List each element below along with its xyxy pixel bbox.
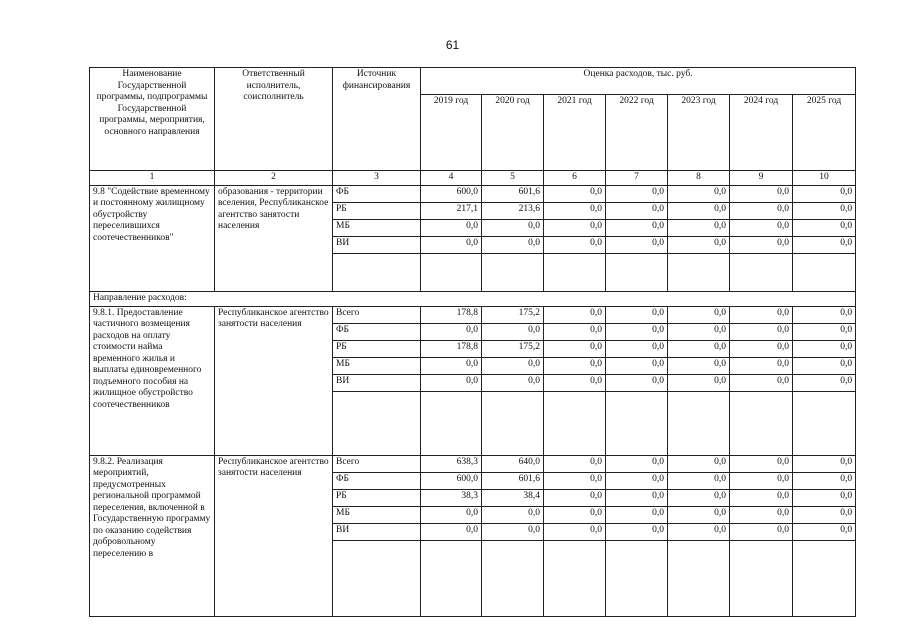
cost-value: 0,0 — [668, 323, 730, 340]
cost-value: 601,6 — [482, 185, 544, 202]
column-number: 7 — [606, 171, 668, 186]
cost-value: 0,0 — [668, 472, 730, 489]
cost-value: 0,0 — [544, 523, 606, 540]
cost-value: 0,0 — [793, 374, 856, 391]
cost-value: 38,3 — [421, 489, 482, 506]
item-executor: Республиканское агентство занятости населения — [215, 455, 333, 616]
cost-value: 0,0 — [730, 236, 793, 253]
column-number: 2 — [215, 171, 333, 186]
cost-value: 0,0 — [730, 219, 793, 236]
cost-value: 175,2 — [482, 340, 544, 357]
column-number: 3 — [333, 171, 421, 186]
header-executor: Ответственный исполнитель, соисполнитель — [215, 68, 333, 171]
funding-source: ФБ — [333, 323, 421, 340]
cost-value: 600,0 — [421, 185, 482, 202]
item-executor: образования - территории вселения, Республиканское агентство занятости населения — [215, 185, 333, 291]
cost-value: 638,3 — [421, 455, 482, 472]
item-name: 9.8.2. Реализация мероприятий, предусмотренных региональной программой переселения, включенной в Государственную программу по оказанию содействия добровольному переселению в — [90, 455, 215, 616]
empty-cell — [606, 253, 668, 291]
column-number: 5 — [482, 171, 544, 186]
header-name: Наименование Государственной программы, подпрограммы Государственной программы, мероприятия, основного направления — [90, 68, 215, 171]
header-year: 2025 год — [793, 95, 856, 171]
expense-direction-label: Направление расходов: — [90, 291, 856, 306]
cost-value: 0,0 — [606, 374, 668, 391]
cost-value: 0,0 — [793, 489, 856, 506]
cost-value: 0,0 — [793, 219, 856, 236]
cost-value: 0,0 — [421, 523, 482, 540]
empty-cell — [421, 253, 482, 291]
cost-value: 0,0 — [730, 202, 793, 219]
cost-value: 0,0 — [730, 185, 793, 202]
empty-cell — [482, 391, 544, 455]
funding-source: МБ — [333, 506, 421, 523]
cost-value: 0,0 — [421, 357, 482, 374]
cost-value: 0,0 — [730, 340, 793, 357]
funding-source: ВИ — [333, 523, 421, 540]
header-costs: Оценка расходов, тыс. руб. — [421, 68, 856, 95]
column-number: 4 — [421, 171, 482, 186]
cost-value: 0,0 — [793, 340, 856, 357]
funding-source: ФБ — [333, 185, 421, 202]
header-year: 2024 год — [730, 95, 793, 171]
cost-value: 0,0 — [606, 236, 668, 253]
empty-cell — [606, 391, 668, 455]
cost-value: 0,0 — [730, 506, 793, 523]
funding-source: ВИ — [333, 236, 421, 253]
cost-value: 0,0 — [482, 523, 544, 540]
empty-cell — [606, 540, 668, 616]
cost-value: 0,0 — [606, 523, 668, 540]
cost-value: 0,0 — [793, 357, 856, 374]
empty-cell — [668, 391, 730, 455]
cost-value: 0,0 — [730, 323, 793, 340]
empty-cell — [544, 391, 606, 455]
cost-value: 0,0 — [730, 472, 793, 489]
header-source: Источник финансирования — [333, 68, 421, 171]
empty-cell — [668, 540, 730, 616]
cost-value: 0,0 — [668, 236, 730, 253]
cost-value: 0,0 — [668, 306, 730, 323]
column-number: 8 — [668, 171, 730, 186]
cost-value: 0,0 — [544, 202, 606, 219]
cost-value: 0,0 — [606, 455, 668, 472]
header-year: 2021 год — [544, 95, 606, 171]
funding-source: ВИ — [333, 374, 421, 391]
cost-value: 0,0 — [482, 374, 544, 391]
empty-cell — [668, 253, 730, 291]
empty-cell — [421, 391, 482, 455]
cost-value: 0,0 — [730, 489, 793, 506]
cost-value: 0,0 — [482, 219, 544, 236]
column-number: 6 — [544, 171, 606, 186]
cost-value: 0,0 — [544, 185, 606, 202]
cost-value: 0,0 — [668, 202, 730, 219]
empty-cell — [333, 540, 421, 616]
header-year: 2020 год — [482, 95, 544, 171]
funding-source: РБ — [333, 202, 421, 219]
cost-value: 0,0 — [793, 185, 856, 202]
cost-value: 601,6 — [482, 472, 544, 489]
header-year: 2022 год — [606, 95, 668, 171]
empty-cell — [793, 540, 856, 616]
empty-cell — [730, 391, 793, 455]
empty-cell — [730, 253, 793, 291]
cost-value: 0,0 — [482, 323, 544, 340]
cost-value: 0,0 — [793, 323, 856, 340]
cost-value: 0,0 — [730, 523, 793, 540]
cost-value: 0,0 — [730, 374, 793, 391]
cost-value: 0,0 — [606, 219, 668, 236]
cost-value: 0,0 — [606, 357, 668, 374]
funding-source: Всего — [333, 455, 421, 472]
cost-value: 0,0 — [668, 489, 730, 506]
table-row — [90, 185, 856, 202]
cost-value: 0,0 — [544, 489, 606, 506]
cost-value: 0,0 — [793, 236, 856, 253]
cost-value: 0,0 — [668, 374, 730, 391]
item-executor: Республиканское агентство занятости населения — [215, 306, 333, 455]
cost-value: 0,0 — [668, 340, 730, 357]
cost-value: 0,0 — [668, 506, 730, 523]
empty-cell — [333, 391, 421, 455]
cost-value: 0,0 — [668, 185, 730, 202]
cost-value: 38,4 — [482, 489, 544, 506]
cost-value: 217,1 — [421, 202, 482, 219]
table-row — [90, 455, 856, 472]
cost-value: 0,0 — [668, 523, 730, 540]
cost-value: 0,0 — [482, 357, 544, 374]
cost-value: 0,0 — [606, 340, 668, 357]
funding-source: РБ — [333, 340, 421, 357]
cost-value: 0,0 — [544, 306, 606, 323]
cost-value: 0,0 — [668, 357, 730, 374]
cost-value: 178,8 — [421, 306, 482, 323]
column-number: 1 — [90, 171, 215, 186]
cost-value: 0,0 — [544, 455, 606, 472]
empty-cell — [482, 540, 544, 616]
column-number: 9 — [730, 171, 793, 186]
cost-value: 0,0 — [793, 202, 856, 219]
cost-value: 0,0 — [421, 219, 482, 236]
cost-value: 213,6 — [482, 202, 544, 219]
cost-value: 0,0 — [606, 323, 668, 340]
column-number: 10 — [793, 171, 856, 186]
funding-source: МБ — [333, 357, 421, 374]
header-year: 2019 год — [421, 95, 482, 171]
empty-cell — [793, 391, 856, 455]
empty-cell — [421, 540, 482, 616]
cost-value: 178,8 — [421, 340, 482, 357]
item-name: 9.8.1. Предоставление частичного возмещения расходов на оплату стоимости найма временного жилья и выплаты единовременного подъемного пособия на жилищное обустройство соотечественников — [90, 306, 215, 455]
cost-value: 0,0 — [606, 185, 668, 202]
cost-value: 0,0 — [421, 374, 482, 391]
cost-value: 0,0 — [421, 323, 482, 340]
cost-value: 0,0 — [421, 236, 482, 253]
cost-value: 0,0 — [730, 357, 793, 374]
table-row — [90, 306, 856, 323]
cost-value: 640,0 — [482, 455, 544, 472]
cost-value: 0,0 — [544, 219, 606, 236]
cost-value: 0,0 — [421, 506, 482, 523]
cost-value: 600,0 — [421, 472, 482, 489]
cost-value: 0,0 — [606, 506, 668, 523]
empty-cell — [793, 253, 856, 291]
funding-source: МБ — [333, 219, 421, 236]
cost-value: 0,0 — [544, 340, 606, 357]
cost-value: 0,0 — [606, 202, 668, 219]
cost-value: 0,0 — [793, 506, 856, 523]
cost-value: 0,0 — [544, 357, 606, 374]
cost-value: 175,2 — [482, 306, 544, 323]
cost-value: 0,0 — [544, 374, 606, 391]
budget-table — [89, 67, 856, 617]
cost-value: 0,0 — [544, 472, 606, 489]
cost-value: 0,0 — [793, 306, 856, 323]
cost-value: 0,0 — [730, 306, 793, 323]
cost-value: 0,0 — [793, 455, 856, 472]
funding-source: Всего — [333, 306, 421, 323]
empty-cell — [730, 540, 793, 616]
cost-value: 0,0 — [730, 455, 793, 472]
funding-source: ФБ — [333, 472, 421, 489]
cost-value: 0,0 — [544, 323, 606, 340]
cost-value: 0,0 — [544, 236, 606, 253]
cost-value: 0,0 — [544, 506, 606, 523]
cost-value: 0,0 — [793, 472, 856, 489]
cost-value: 0,0 — [606, 489, 668, 506]
cost-value: 0,0 — [668, 455, 730, 472]
header-year: 2023 год — [668, 95, 730, 171]
cost-value: 0,0 — [668, 219, 730, 236]
cost-value: 0,0 — [482, 506, 544, 523]
empty-cell — [482, 253, 544, 291]
empty-cell — [333, 253, 421, 291]
cost-value: 0,0 — [606, 306, 668, 323]
cost-value: 0,0 — [793, 523, 856, 540]
cost-value: 0,0 — [482, 236, 544, 253]
empty-cell — [544, 253, 606, 291]
page-number: 61 — [445, 38, 460, 52]
item-name: 9.8 "Содействие временному и постоянному жилищному обустройству переселившихся соотечественников" — [90, 185, 215, 291]
funding-source: РБ — [333, 489, 421, 506]
empty-cell — [544, 540, 606, 616]
subheader-row — [90, 291, 856, 306]
cost-value: 0,0 — [606, 472, 668, 489]
